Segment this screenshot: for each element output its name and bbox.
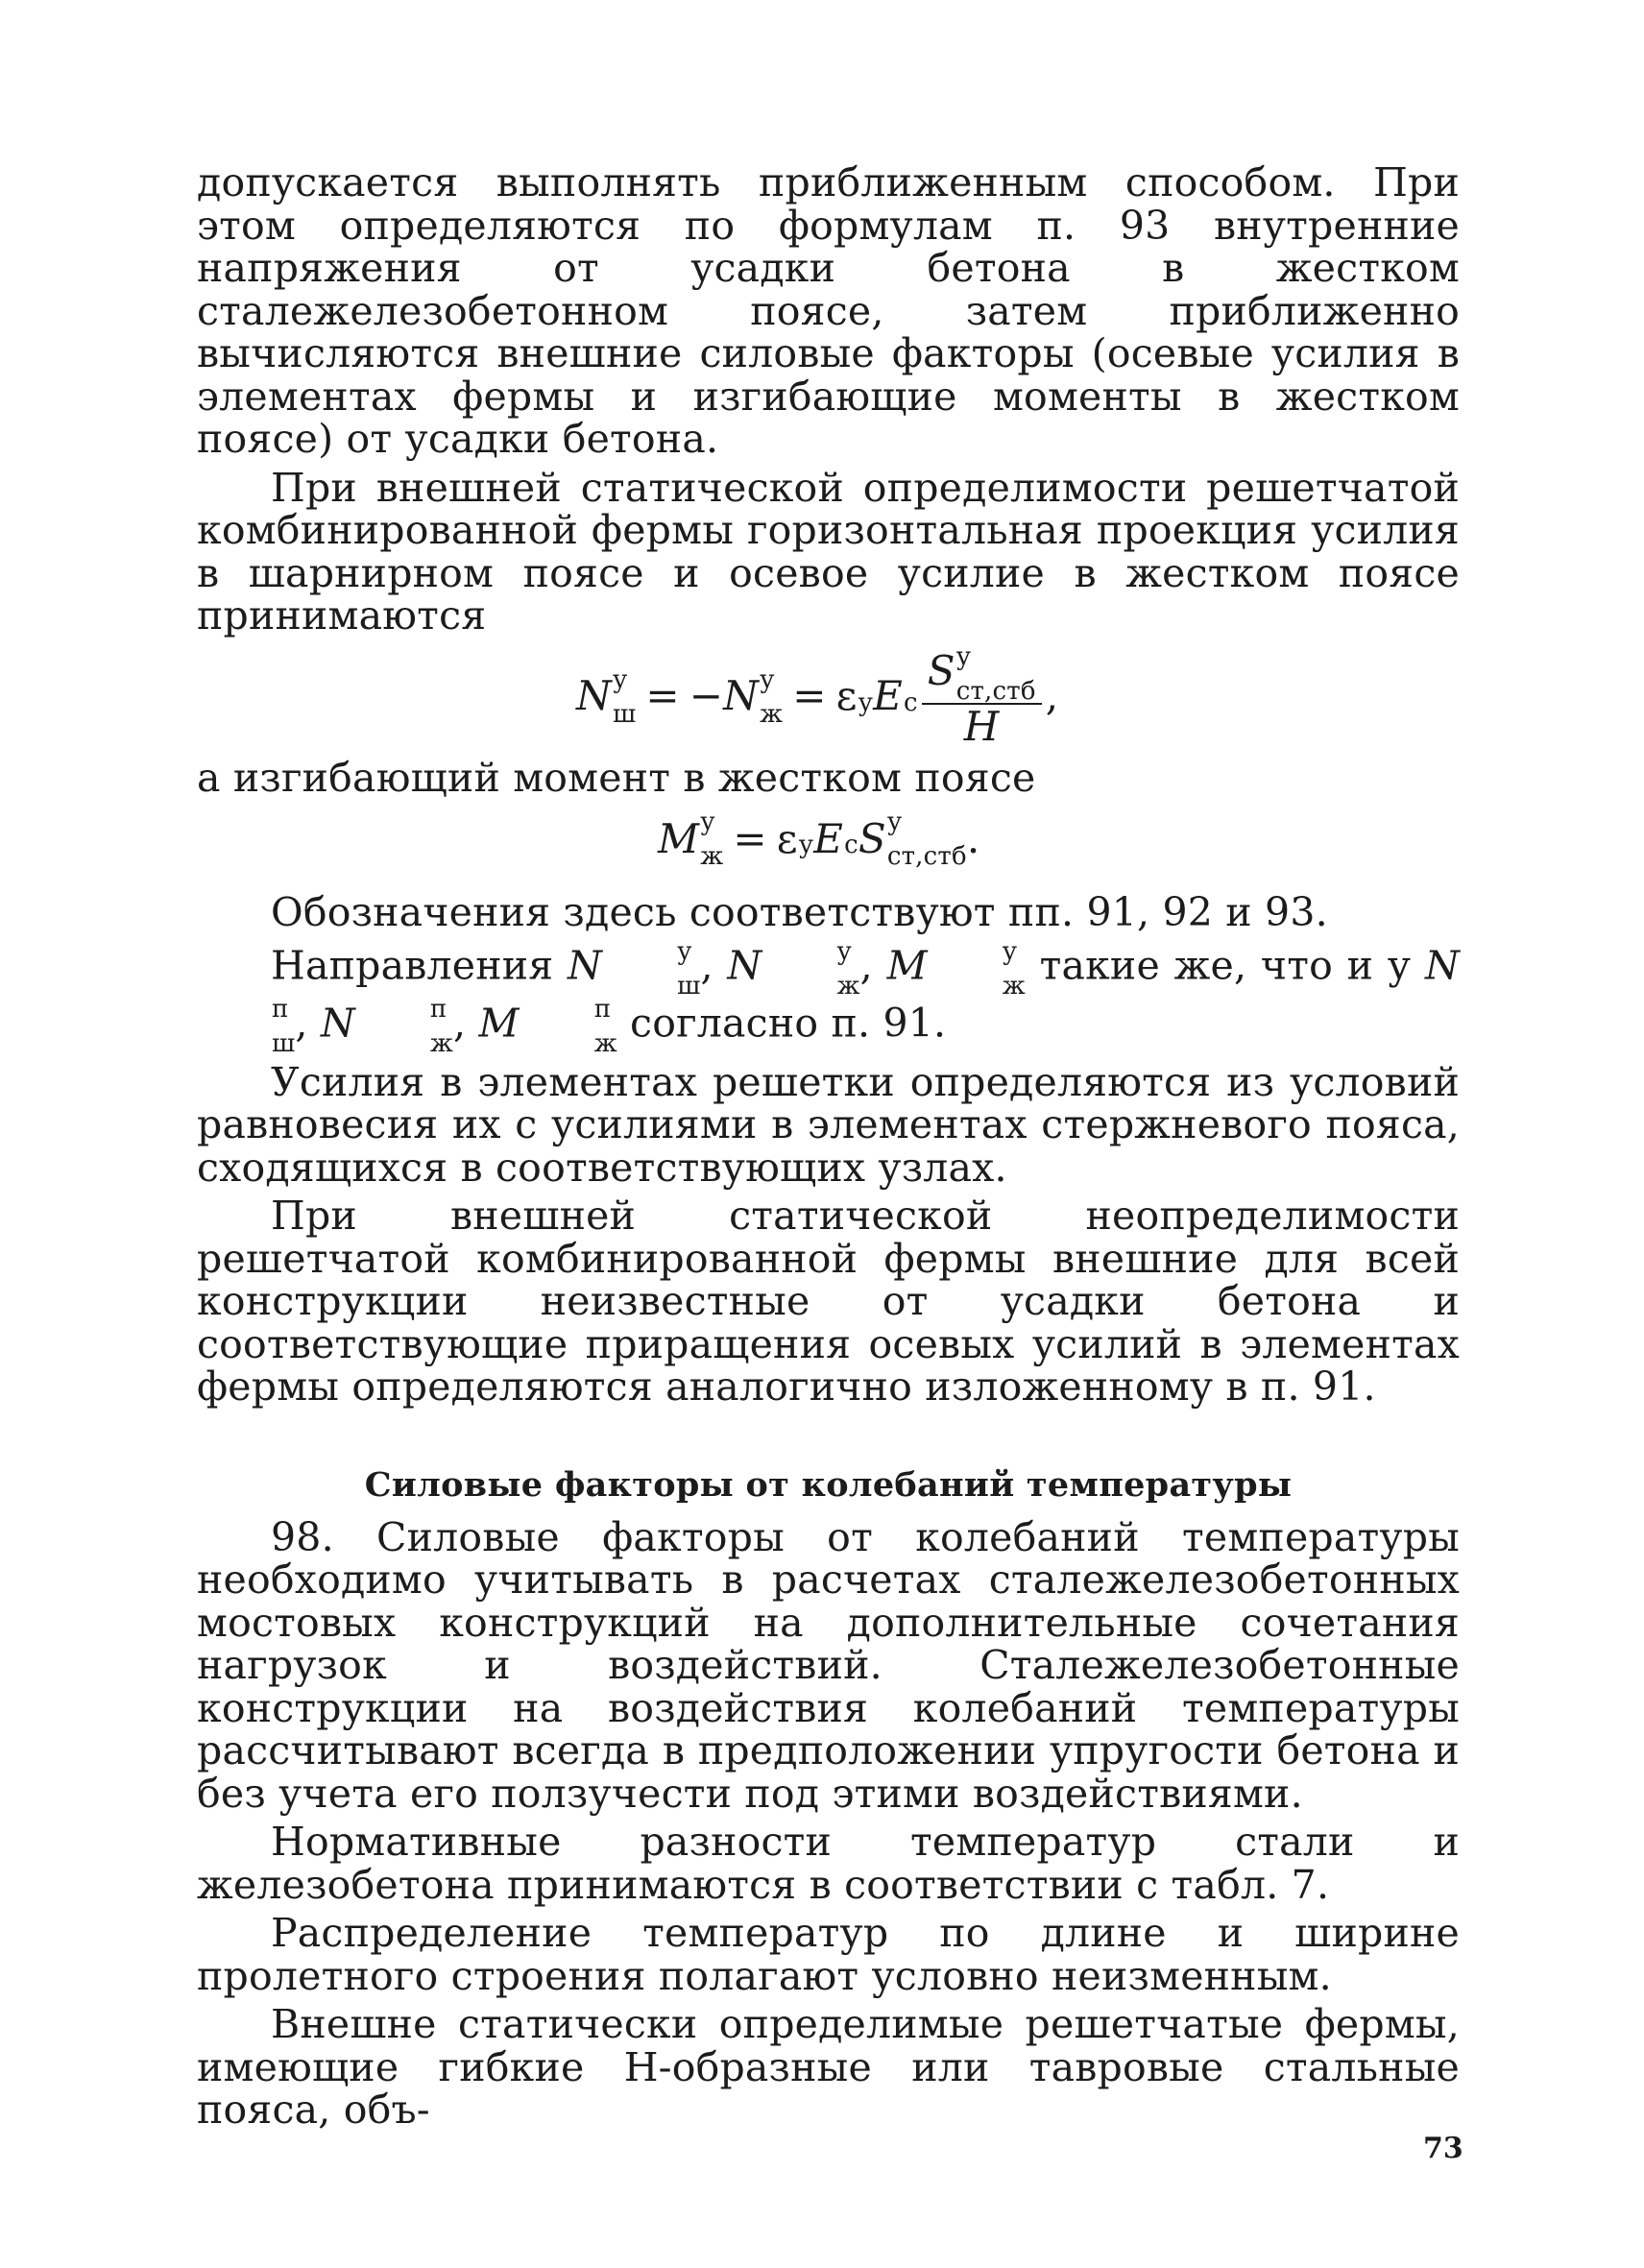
paragraph-shrinkage-approx: допускается выполнять приближенным способом. При этом определяются по формулам п. 93 внутренние напряжения от усадки бетона в жестком сталежелезобетонном поясе, затем приближенно вычисляются внешние силовые факторы (осевые усилия в элементах фермы и изгибающие моменты в жестком поясе) от усадки бетона. <box>197 159 1460 462</box>
paragraph-lattice-forces: Усилия в элементах решетки определяются из условий равновесия их с усилиями в элементах стержневого пояса, сходящихся в соответствующих узлах. <box>197 1058 1460 1191</box>
page-number: 73 <box>1423 2132 1463 2165</box>
paragraph-static-determinacy: При внешней статической определимости решетчатой комбинированной фермы горизонтальная проекция усилия в шарнирном поясе и осевое усилие в жестком поясе принимаются <box>197 464 1460 639</box>
paragraph-item-98: 98. Силовые факторы от колебаний температуры необходимо учитывать в расчетах сталежелезобетонных мостовых конструкций на дополнительные сочетания нагрузок и воздействий. Сталежелезобетонные конструкции на воздействия колебаний температуры рассчитывают всегда в предположении упругости бетона и без учета его ползучести под этими воздействиями. <box>197 1513 1460 1817</box>
paragraph-notation: Обозначения здесь соответствуют пп. 91, 92 и 93. <box>271 889 1328 935</box>
paragraph-directions: Направления N у ш , N у ж , M у ж такие же, что и у N п ш , N п ж , M п ж согласно п. 91. <box>271 936 1461 1058</box>
paragraph-bending-moment-intro: а изгибающий момент в жестком поясе <box>197 754 1036 801</box>
formula-axial-force: N у ш = − N у ж = ε у E с S у ст,стб H , <box>576 641 1059 750</box>
text-column <box>197 161 1460 2132</box>
fraction: S у ст,стб H <box>922 645 1042 749</box>
paragraph-static-indeterminacy: При внешней статической неопределимости решетчатой комбинированной фермы внешние для всей конструкции неизвестные от усадки бетона и соответствующие приращения осевых усилий в элементах фермы определяются аналогично изложенному в п. 91. <box>197 1193 1460 1410</box>
section-heading: Силовые факторы от колебаний температуры <box>364 1464 1293 1505</box>
formula-bending-moment: M у ж = ε у E с S у ст,стб . <box>658 808 980 871</box>
paragraph-temperature-differences: Нормативные разности температур стали и железобетона принимаются в соответствии с табл. 7. <box>197 1819 1460 1908</box>
paragraph-determinate-trusses: Внешне статически определимые решетчатые фермы, имеющие гибкие Н-образные или тавровые стальные пояса, объ- <box>197 2001 1460 2133</box>
paragraph-temperature-distribution: Распределение температур по длине и ширине пролетного строения полагают условно неизменным. <box>197 1910 1460 1999</box>
